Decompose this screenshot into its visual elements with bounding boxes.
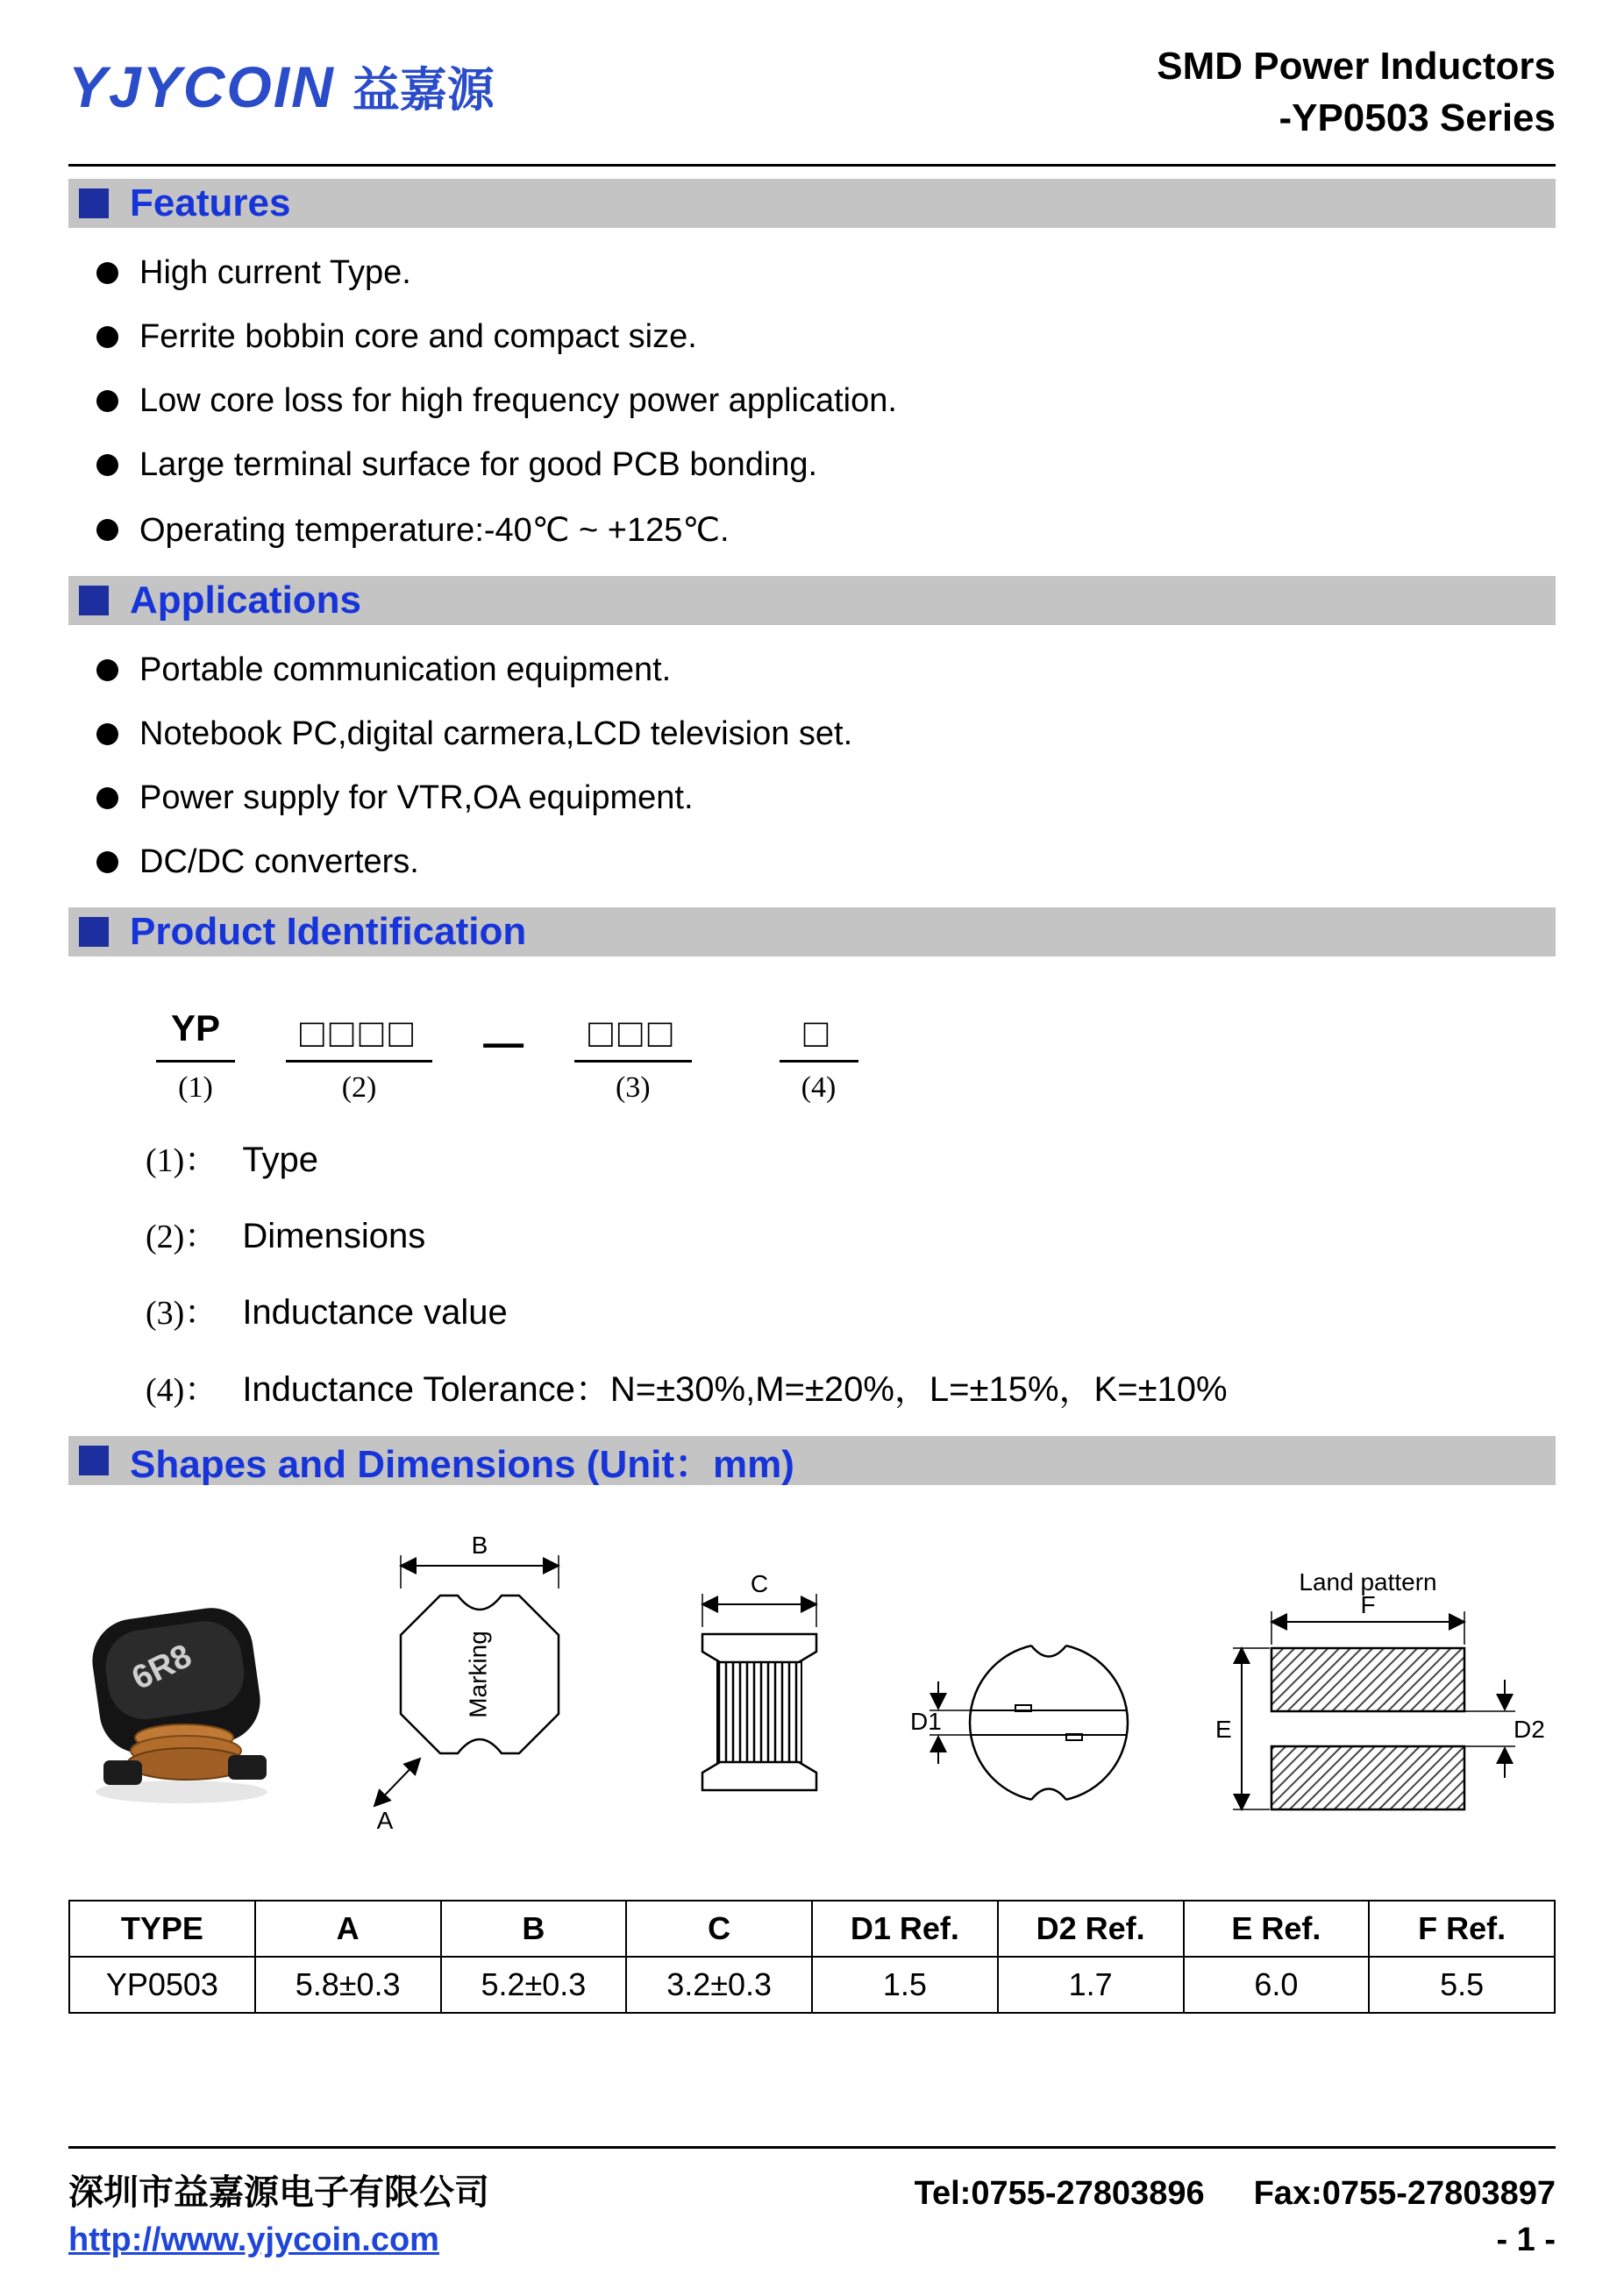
logo-text-cn: 益嘉源: [352, 62, 495, 117]
dim-label-B: B: [471, 1531, 488, 1559]
cell-c: 3.2±0.3: [626, 1957, 812, 2013]
inductor-photo: [72, 1590, 291, 1814]
cell-f: 5.5: [1369, 1957, 1555, 2013]
col-header: D2 Ref.: [998, 1901, 1184, 1957]
dim-label-D1: D1: [909, 1707, 942, 1735]
table-row: [69, 1957, 1555, 2013]
code-boxes-3: □□□: [574, 1013, 691, 1063]
logo-text-en: YJYCOIN: [68, 53, 335, 119]
code-legend: [146, 1133, 1556, 1411]
legend-row: [146, 1209, 1556, 1257]
code-dash: —: [483, 1019, 524, 1065]
legend-row: [146, 1361, 1556, 1411]
shapes-section-header: [68, 1436, 1556, 1485]
footer-row-1: [68, 2164, 1556, 2214]
legend-number: (3)：: [146, 1294, 218, 1332]
legend-row: [146, 1133, 1556, 1181]
company-logo: [68, 53, 495, 120]
col-header: C: [626, 1901, 812, 1957]
marking-label: Marking: [463, 1630, 491, 1718]
col-header: D1 Ref.: [812, 1901, 998, 1957]
application-text: Portable communication equipment.: [139, 650, 672, 688]
legend-number: (2)：: [146, 1218, 218, 1255]
code-group-4: [780, 1009, 858, 1105]
features-section-header: [68, 179, 1556, 228]
application-text: DC/DC converters.: [139, 842, 419, 880]
side-view-drawing: [667, 1569, 851, 1837]
code-label-4: (4): [801, 1070, 837, 1104]
bullet-icon: [96, 262, 118, 284]
bullet-icon: [96, 326, 118, 348]
doc-titles: [1157, 40, 1556, 145]
dimension-figures: [68, 1525, 1556, 1837]
bullet-icon: [96, 454, 118, 476]
land-pattern-drawing: [1193, 1569, 1552, 1837]
cell-a: 5.8±0.3: [255, 1957, 441, 2013]
legend-text: Inductance value: [242, 1292, 508, 1332]
code-group-3: [574, 1009, 691, 1105]
legend-row: [146, 1285, 1556, 1333]
list-item: [96, 318, 1556, 356]
cell-type: YP0503: [69, 1957, 255, 2013]
product-id-title: Product Identification: [130, 909, 527, 953]
page-number: - 1 -: [1496, 2221, 1556, 2258]
list-item: [96, 254, 1556, 292]
col-header: B: [441, 1901, 627, 1957]
feature-text: High current Type.: [139, 253, 411, 291]
section-square-icon: [79, 1446, 109, 1475]
list-item: [96, 843, 1556, 881]
feature-text: Low core loss for high frequency power application.: [139, 381, 897, 419]
dimensions-table: [68, 1900, 1556, 2014]
product-id-section-header: [68, 907, 1556, 956]
feature-text: Operating temperature:-40℃ ~ +125℃.: [139, 511, 730, 549]
cell-d1: 1.5: [812, 1957, 998, 2013]
part-number-code: [156, 1007, 1556, 1105]
shapes-title: Shapes and Dimensions (Unit：mm): [130, 1442, 794, 1486]
code-group-2: [286, 1009, 432, 1105]
photo-marking-text: 6R8: [126, 1637, 198, 1697]
page-footer: [68, 2146, 1556, 2259]
front-view-drawing: [908, 1613, 1136, 1837]
application-text: Notebook PC,digital carmera,LCD television set.: [139, 714, 853, 752]
code-boxes-2: □□□□: [286, 1013, 432, 1063]
list-item: [96, 779, 1556, 817]
land-pattern-label: Land pattern: [1299, 1568, 1437, 1596]
top-view-drawing: [348, 1525, 611, 1837]
tel-number: Tel:0755-27803896: [914, 2175, 1205, 2212]
section-square-icon: [79, 917, 109, 947]
cell-d2: 1.7: [998, 1957, 1184, 2013]
legend-number: (1)：: [146, 1141, 218, 1179]
features-title: Features: [130, 181, 291, 224]
col-header: TYPE: [69, 1901, 255, 1957]
table-header-row: [69, 1901, 1555, 1957]
application-text: Power supply for VTR,OA equipment.: [139, 778, 694, 816]
applications-section-header: [68, 576, 1556, 625]
features-list: [96, 254, 1556, 550]
header-rule: [68, 164, 1556, 167]
legend-text: Inductance Tolerance：N=±30%,M=±20%，L=±15%，K=±10%: [242, 1369, 1228, 1409]
bullet-icon: [96, 519, 118, 541]
doc-title: SMD Power Inductors: [1157, 45, 1556, 88]
footer-row-2: [68, 2221, 1556, 2259]
company-name: 深圳市益嘉源电子有限公司: [68, 2172, 489, 2213]
list-item: [96, 715, 1556, 753]
footer-rule: [68, 2146, 1556, 2149]
col-header: E Ref.: [1184, 1901, 1370, 1957]
applications-list: [96, 651, 1556, 881]
code-label-2: (2): [341, 1070, 377, 1104]
dim-label-F: F: [1360, 1590, 1376, 1618]
legend-text: Type: [242, 1140, 319, 1179]
section-square-icon: [79, 586, 109, 615]
page-header: [68, 32, 1556, 145]
bullet-icon: [96, 851, 118, 873]
code-prefix: YP: [156, 1007, 235, 1063]
doc-subtitle: -YP0503 Series: [1279, 96, 1556, 140]
feature-text: Ferrite bobbin core and compact size.: [139, 317, 697, 355]
code-label-1: (1): [178, 1070, 213, 1104]
bullet-icon: [96, 787, 118, 809]
section-square-icon: [79, 188, 109, 218]
bullet-icon: [96, 390, 118, 412]
code-label-3: (3): [615, 1070, 651, 1104]
code-group-1: [156, 1007, 235, 1105]
list-item: [96, 510, 1556, 550]
list-item: [96, 446, 1556, 484]
dim-label-C: C: [750, 1569, 769, 1597]
bullet-icon: [96, 723, 118, 745]
bullet-icon: [96, 659, 118, 681]
code-boxes-4: □: [780, 1013, 858, 1063]
list-item: [96, 651, 1556, 689]
list-item: [96, 382, 1556, 420]
applications-title: Applications: [130, 578, 362, 622]
legend-number: (4)：: [146, 1371, 218, 1409]
feature-text: Large terminal surface for good PCB bonding.: [139, 445, 818, 483]
cell-b: 5.2±0.3: [441, 1957, 627, 2013]
fax-number: Fax:0755-27803897: [1253, 2175, 1556, 2212]
contact-info: [915, 2175, 1556, 2213]
col-header: F Ref.: [1369, 1901, 1555, 1957]
legend-text: Dimensions: [242, 1216, 426, 1255]
col-header: A: [255, 1901, 441, 1957]
dim-label-A: A: [376, 1806, 393, 1832]
dim-label-E: E: [1215, 1715, 1232, 1743]
website-link[interactable]: http://www.yjycoin.com: [68, 2221, 439, 2258]
cell-e: 6.0: [1184, 1957, 1370, 2013]
dim-label-D2: D2: [1514, 1715, 1545, 1743]
